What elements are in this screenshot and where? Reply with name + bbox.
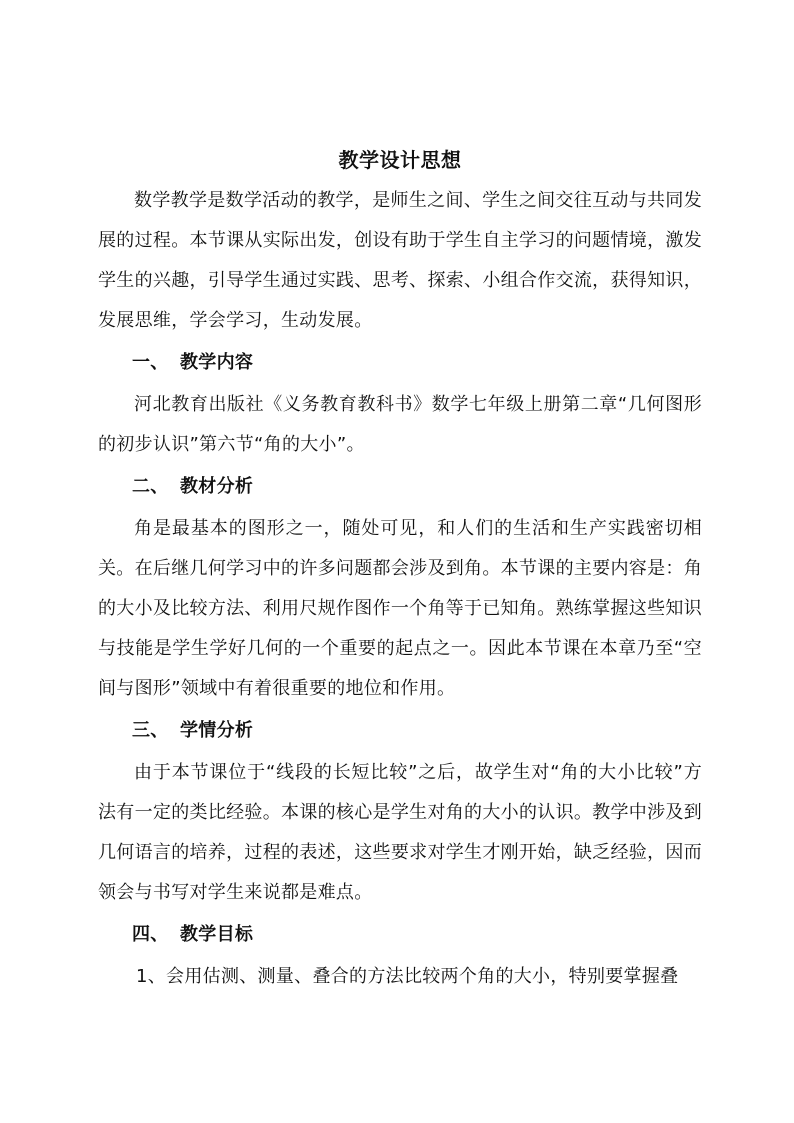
section-title: 教学内容 xyxy=(180,352,254,373)
section-title: 教材分析 xyxy=(180,476,254,497)
document-content xyxy=(98,142,702,997)
section-title: 教学目标 xyxy=(180,924,254,945)
document-title: 教学设计思想 xyxy=(338,148,462,172)
section-heading-teaching-goals xyxy=(98,915,702,955)
section-number: 四、 xyxy=(132,924,169,945)
section-number: 三、 xyxy=(132,720,169,741)
section-title: 学情分析 xyxy=(180,720,254,741)
section-body-content: 河北教育出版社《义务教育教科书》数学七年级上册第二章“几何图形的初步认识”第六节“角的大小”。 xyxy=(98,394,702,455)
section-heading-material-analysis xyxy=(98,467,702,507)
section-body-material-analysis: 角是最基本的图形之一，随处可见，和人们的生活和生产实践密切相关。在后继几何学习中的许多问题都会涉及到角。本节课的主要内容是：角的大小及比较方法、利用尺规作图作一个角等于已知角。熟练掌握这些知识与技能是学生学好几何的一个重要的起点之一。因此本节课在本章乃至“空间与图形”领域中有着很重要的地位和作用。 xyxy=(98,518,702,699)
section-heading-content xyxy=(98,343,702,383)
section-number: 二、 xyxy=(132,476,169,497)
section-number: 一、 xyxy=(132,352,169,373)
intro-paragraph: 数学教学是数学活动的教学，是师生之间、学生之间交往互动与共同发展的过程。本节课从实际出发，创设有助于学生自主学习的问题情境，激发学生的兴趣，引导学生通过实践、思考、探索、小组合作交流，获得知识，发展思维，学会学习，生动发展。 xyxy=(98,190,702,331)
list-item: 1、会用估测、测量、叠合的方法比较两个角的大小，特别要掌握叠 xyxy=(136,966,679,987)
section-heading-student-analysis xyxy=(98,711,702,751)
section-body-student-analysis: 由于本节课位于“线段的长短比较”之后，故学生对“角的大小比较”方法有一定的类比经验。本课的核心是学生对角的大小的认识。教学中涉及到几何语言的培养，过程的表述，这些要求对学生才刚开始，缺乏经验，因而领会与书写对学生来说都是难点。 xyxy=(98,762,702,903)
